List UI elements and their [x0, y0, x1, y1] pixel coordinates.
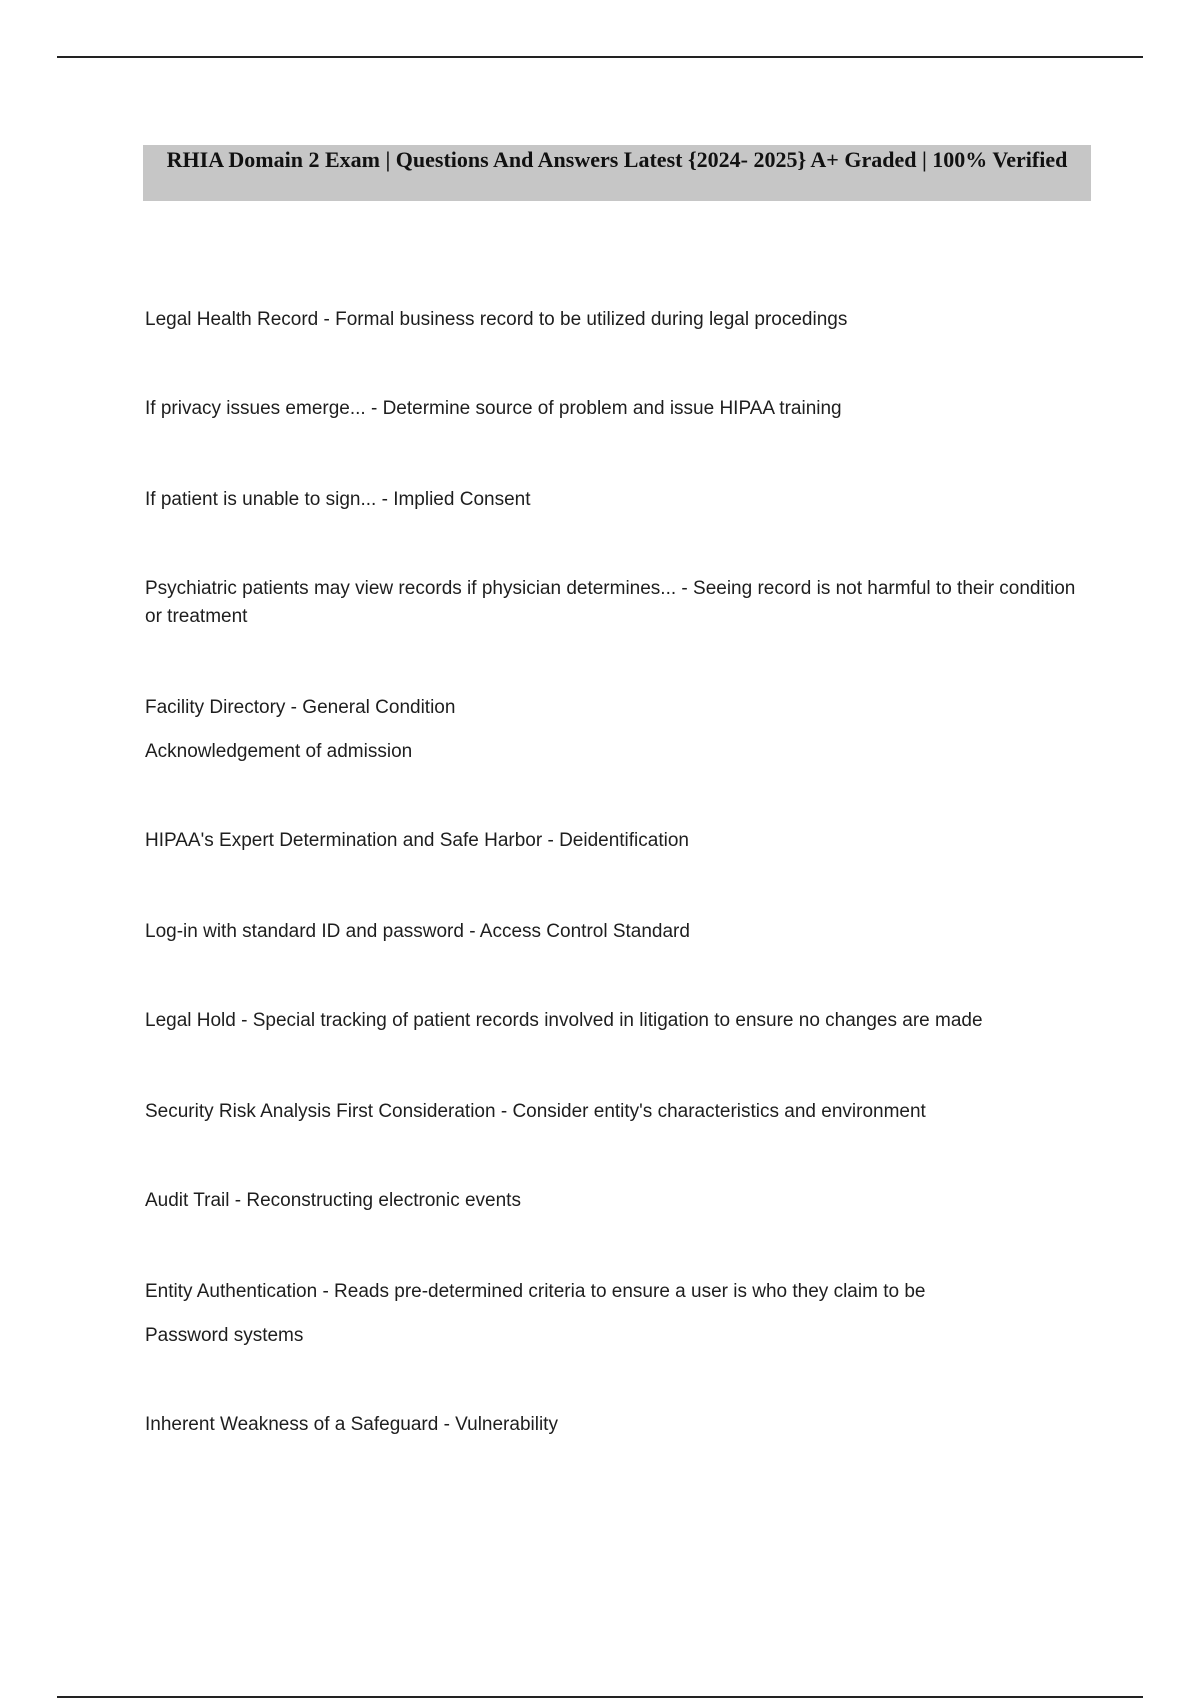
qa-entry-entity-authentication: Entity Authentication - Reads pre-determined criteria to ensure a user is who they claim to be [145, 1281, 926, 1302]
qa-entry-unable-to-sign: If patient is unable to sign... - Implied Consent [145, 489, 531, 510]
qa-entry-audit-trail: Audit Trail - Reconstructing electronic events [145, 1190, 521, 1211]
qa-entry-entity-authentication-continued: Password systems [145, 1325, 304, 1346]
qa-entry-inherent-weakness: Inherent Weakness of a Safeguard - Vulnerability [145, 1414, 558, 1435]
qa-entry-facility-directory: Facility Directory - General Condition [145, 697, 456, 718]
qa-entry-deidentification: HIPAA's Expert Determination and Safe Harbor - Deidentification [145, 830, 689, 851]
qa-entry-security-risk-analysis: Security Risk Analysis First Consideration - Consider entity's characteristics and environment [145, 1101, 926, 1122]
qa-entry-privacy-issues: If privacy issues emerge... - Determine source of problem and issue HIPAA training [145, 398, 842, 419]
title-banner [143, 145, 1091, 201]
document-title: RHIA Domain 2 Exam | Questions And Answers Latest {2024- 2025} A+ Graded | 100% Verified [166, 147, 1068, 172]
qa-entry-access-control: Log-in with standard ID and password - Access Control Standard [145, 921, 690, 942]
qa-entry-legal-health-record: Legal Health Record - Formal business record to be utilized during legal procedings [145, 309, 848, 330]
qa-entry-legal-hold: Legal Hold - Special tracking of patient records involved in litigation to ensure no changes are made [145, 1010, 983, 1031]
qa-entry-psychiatric-patients: Psychiatric patients may view records if physician determines... - Seeing record is not harmful to their condition or treatment [145, 578, 1076, 627]
top-rule [57, 56, 1143, 58]
qa-entry-facility-directory-continued: Acknowledgement of admission [145, 741, 413, 762]
bottom-rule [57, 1696, 1143, 1698]
